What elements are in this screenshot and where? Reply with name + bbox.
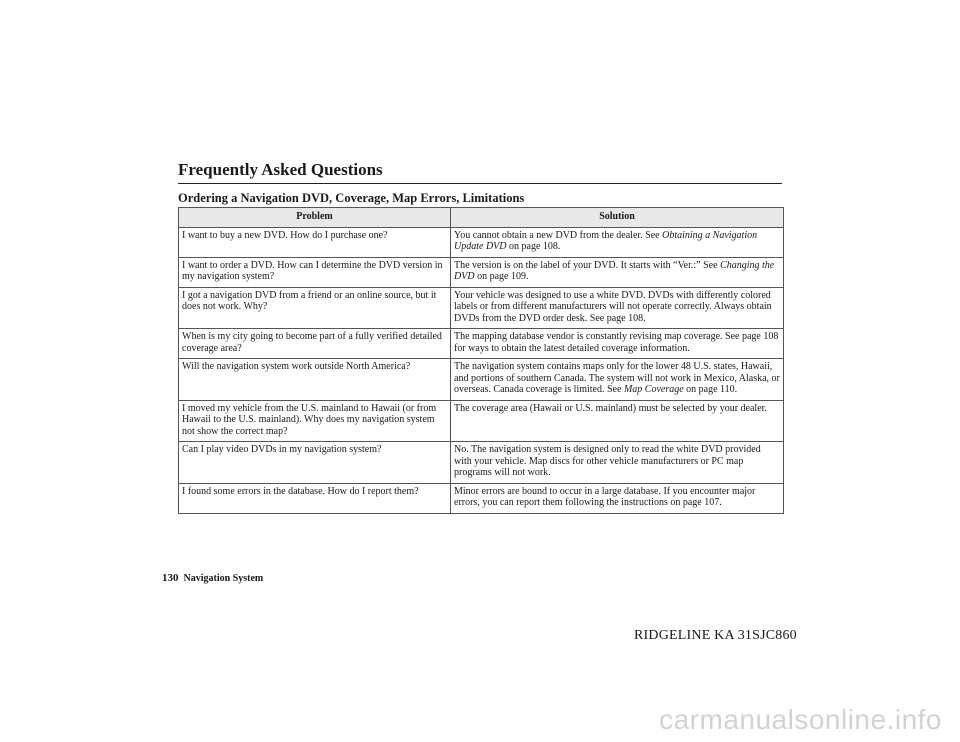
problem-cell: I want to order a DVD. How can I determine the DVD version in my navigation system? <box>179 257 451 287</box>
problem-cell: Can I play video DVDs in my navigation system? <box>179 442 451 484</box>
solution-text-end: on page 110. <box>683 384 738 395</box>
solution-cell <box>451 227 784 257</box>
solution-text: You cannot obtain a new DVD from the dealer. See <box>454 229 663 241</box>
header-problem: Problem <box>179 208 451 228</box>
title-rule <box>178 183 782 184</box>
solution-text: The mapping database vendor is constantly revising map coverage. See page 108 for ways to obtain the latest detailed coverage information. <box>454 331 779 354</box>
table-row <box>179 442 784 484</box>
problem-cell: I moved my vehicle from the U.S. mainland to Hawaii (or from Hawaii to the U.S. mainland). Why does my navigation system not show the correct map? <box>179 400 451 442</box>
problem-cell: I found some errors in the database. How do I report them? <box>179 483 451 513</box>
section-title: Ordering a Navigation DVD, Coverage, Map Errors, Limitations <box>178 191 525 205</box>
problem-cell: I want to buy a new DVD. How do I purchase one? <box>179 227 451 257</box>
solution-text: Minor errors are bound to occur in a large database. If you encounter major errors, you can report them following the instructions on page 107. <box>454 485 756 508</box>
problem-cell: When is my city going to become part of a fully verified detailed coverage area? <box>179 329 451 359</box>
table-row <box>179 400 784 442</box>
page-reference-link: Obtaining a Navigation Update DVD <box>454 229 758 252</box>
solution-cell <box>451 257 784 287</box>
solution-cell <box>451 287 784 329</box>
document-code: RIDGELINE KA 31SJC860 <box>634 628 797 643</box>
solution-cell <box>451 329 784 359</box>
page-number: 130 <box>162 572 179 584</box>
table-row <box>179 257 784 287</box>
solution-cell <box>451 442 784 484</box>
faq-table <box>178 207 784 514</box>
problem-cell: Will the navigation system work outside North America? <box>179 359 451 401</box>
page-reference-link: Map Coverage <box>623 384 684 395</box>
solution-cell <box>451 359 784 401</box>
problem-cell: I got a navigation DVD from a friend or an online source, but it does not work. Why? <box>179 287 451 329</box>
solution-text: The navigation system contains maps only for the lower 48 U.S. states, Hawaii, and portions of southern Canada. The system will not work in Mexico, Alaska, or overseas. Canada coverage is limited. See <box>454 361 780 395</box>
table-row <box>179 483 784 513</box>
page-footer <box>162 572 263 584</box>
solution-cell <box>451 400 784 442</box>
solution-text-end: on page 109. <box>474 271 529 282</box>
solution-cell <box>451 483 784 513</box>
table-row <box>179 359 784 401</box>
solution-text: The version is on the label of your DVD. It starts with “Ver.:” See <box>454 259 721 271</box>
table-header-row <box>179 208 784 228</box>
page-title: Frequently Asked Questions <box>178 160 383 179</box>
solution-text: Your vehicle was designed to use a white DVD. DVDs with differently colored labels or from different manufacturers will not operate correctly. Always obtain DVDs from the DVD order desk. See page 108. <box>454 289 772 324</box>
solution-text: No. The navigation system is designed only to read the white DVD provided with your vehicle. Map discs for other vehicle manufacturers or PC map programs will not work. <box>454 444 761 478</box>
table-row <box>179 227 784 257</box>
faq-body <box>179 227 784 513</box>
footer-section: Navigation System <box>183 573 264 584</box>
table-row <box>179 287 784 329</box>
solution-text: The coverage area (Hawaii or U.S. mainland) must be selected by your dealer. <box>454 402 767 414</box>
header-solution: Solution <box>451 208 784 228</box>
page-reference-link: Changing the DVD <box>454 259 775 282</box>
table-row <box>179 329 784 359</box>
watermark: carmanualsonline.info <box>659 704 942 735</box>
solution-text-end: on page 108. <box>506 241 561 252</box>
